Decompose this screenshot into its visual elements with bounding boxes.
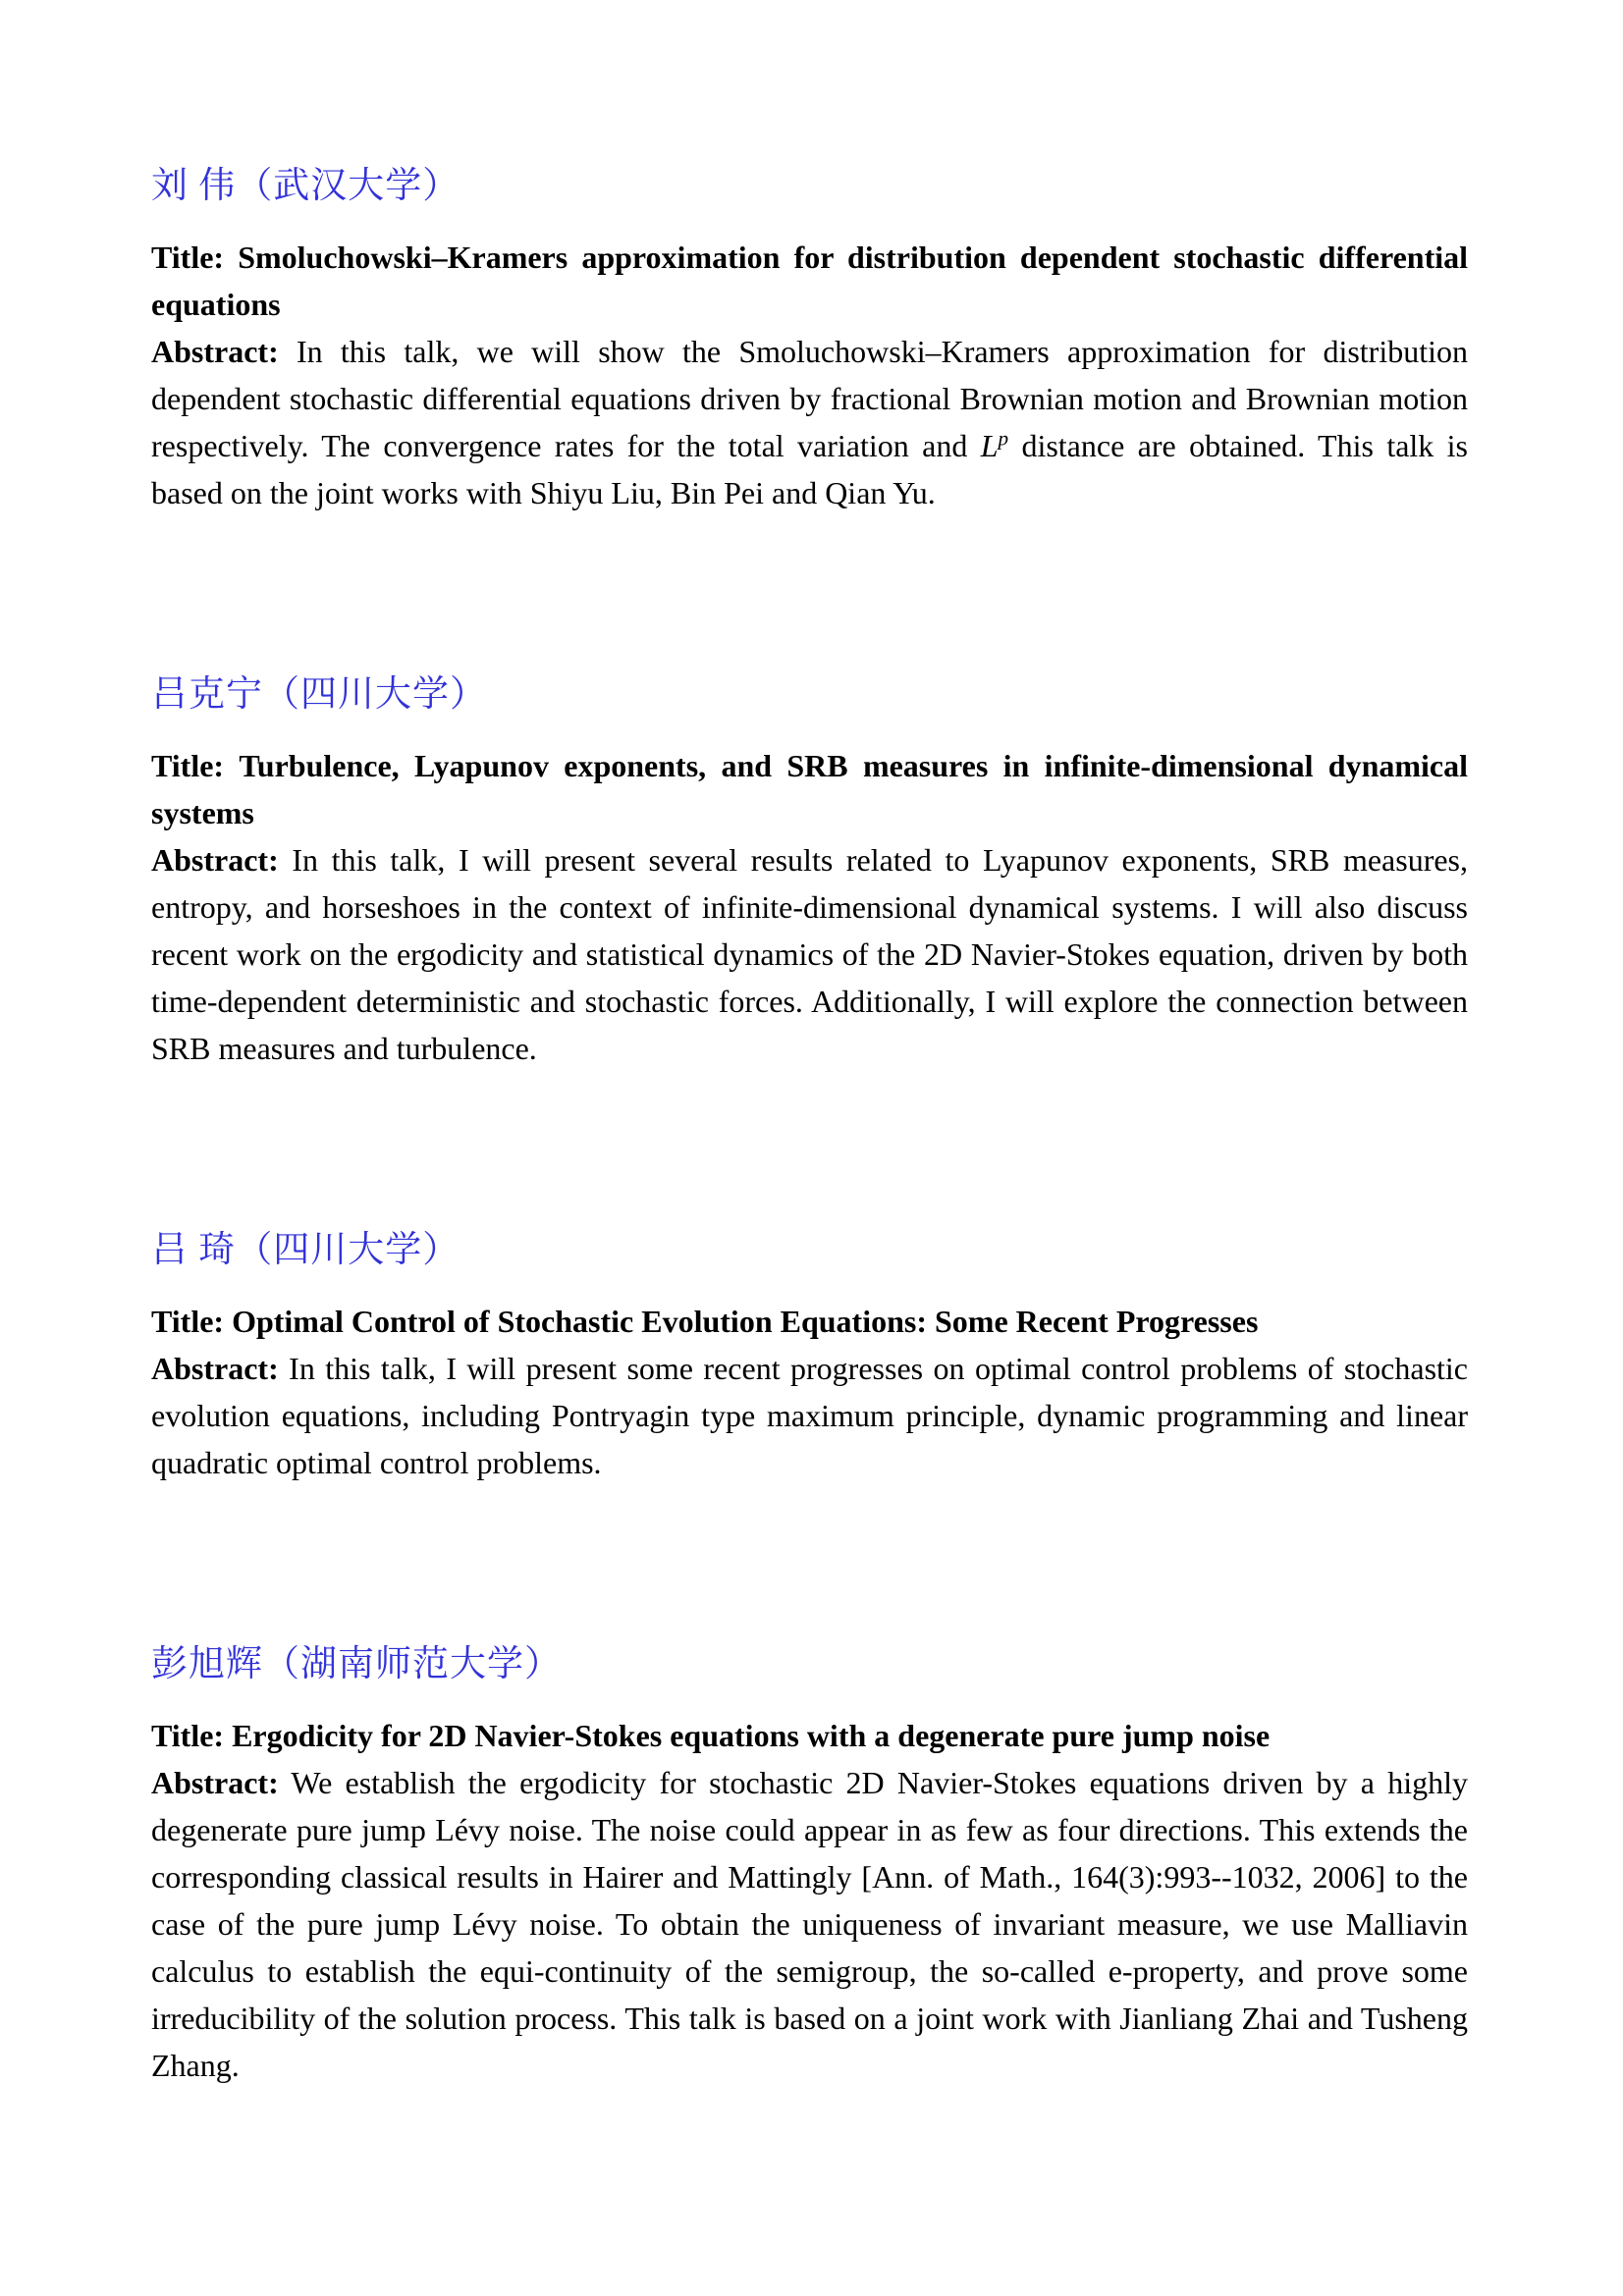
math-superscript-p: p [998, 426, 1009, 451]
speaker-name: 刘 伟（武汉大学） [151, 166, 460, 206]
title-text: Optimal Control of Stochastic Evolution Equations: Some Recent Progresses [232, 1304, 1259, 1339]
title-text: Turbulence, Lyapunov exponents, and SRB measures in infinite-dimensional dynamical systems [151, 748, 1469, 830]
abstract-text: In this talk, I will present some recent progresses on optimal control problems of stochastic evolution equations, including Pontryagin type maximum principle, dynamic programming and linear quadratic optimal control problems. [151, 1351, 1469, 1480]
title-label: Title: [151, 1304, 225, 1339]
talk-title [151, 234, 1468, 328]
title-label: Title: [151, 240, 225, 275]
talk-title [151, 742, 1468, 836]
talk-abstract [151, 836, 1468, 1072]
abstract-text-after-math: distance are obtained. This talk is based on the joint works with Shiyu Liu, Bin Pei and Qian Yu. [151, 428, 1469, 510]
abstract-label: Abstract: [151, 1351, 279, 1386]
speaker-name: 吕克宁（四川大学） [151, 674, 487, 715]
talk-abstract [151, 1345, 1468, 1486]
abstract-label: Abstract: [151, 1765, 279, 1800]
abstract-text: We establish the ergodicity for stochastic 2D Navier-Stokes equations driven by a highly degenerate pure jump Lévy noise. The noise could appear in as few as four directions. This extends the corresponding classical results in Hairer and Mattingly [Ann. of Math., 164(3):993--1032, 2006] to the case of the pure jump Lévy noise. To obtain the uniqueness of invariant measure, we use Malliavin calculus to establish the equi-continuity of the semigroup, the so-called e-property, and prove some irreducibility of the solution process. This talk is based on a joint work with Jianliang Zhai and Tusheng Zhang. [151, 1765, 1469, 2083]
math-variable-L: L [980, 428, 999, 463]
title-text: Ergodicity for 2D Navier-Stokes equations with a degenerate pure jump noise [232, 1718, 1271, 1753]
talk-section-lv-qi [151, 1229, 1468, 1486]
speaker-name: 彭旭辉（湖南师范大学） [151, 1644, 562, 1684]
talk-abstract [151, 1759, 1468, 2089]
talk-title [151, 1712, 1468, 1759]
talk-section-liu-wei [151, 165, 1468, 516]
abstract-label: Abstract: [151, 334, 279, 369]
speaker-name: 吕 琦（四川大学） [151, 1230, 460, 1270]
talk-section-lv-kening [151, 673, 1468, 1072]
abstract-text: In this talk, I will present several results related to Lyapunov exponents, SRB measures, entropy, and horseshoes in the context of infinite-dimensional dynamical systems. I will also discuss recent work on the ergodicity and statistical dynamics of the 2D Navier-Stokes equation, driven by both time-dependent deterministic and stochastic forces. Additionally, I will explore the connection between SRB measures and turbulence. [151, 842, 1469, 1066]
title-text: Smoluchowski–Kramers approximation for distribution dependent stochastic differential equations [151, 240, 1469, 322]
talk-section-peng-xuhui [151, 1643, 1468, 2089]
title-label: Title: [151, 1718, 225, 1753]
abstract-label: Abstract: [151, 842, 279, 878]
talk-abstract [151, 328, 1468, 516]
abstract-text-before-math: In this talk, we will show the Smoluchowski–Kramers approximation for distribution dependent stochastic differential equations driven by fractional Brownian motion and Brownian motion respectively. The convergence rates for the total variation and [151, 334, 1469, 463]
title-label: Title: [151, 748, 225, 783]
talk-title [151, 1298, 1468, 1345]
